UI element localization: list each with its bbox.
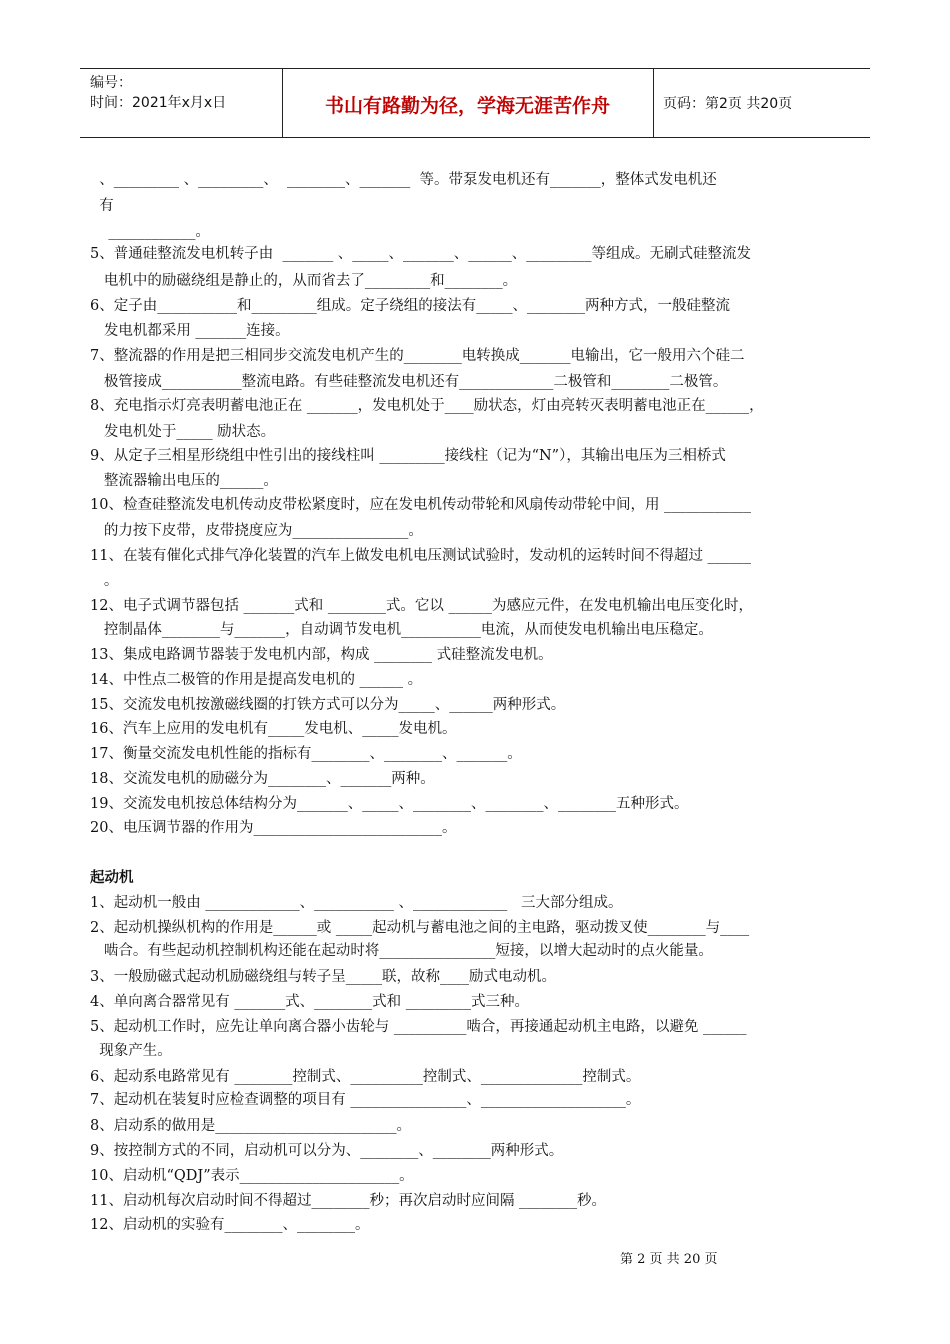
question-line: 19、交流发电机按总体结构分为_______、_____、________、________、________五种形式。 xyxy=(90,796,689,812)
question-line: 12、启动机的实验有________、________。 xyxy=(90,1217,370,1233)
question-line: 18、交流发电机的励磁分为________、_______两种。 xyxy=(90,771,435,787)
question-line: 10、启动机“QDJ”表示______________________。 xyxy=(90,1168,414,1184)
header-meta xyxy=(90,73,226,113)
question-line: 5、普通硅整流发电机转子由 _______ 、_____、_______、______、_________等组成。无刷式硅整流发 xyxy=(90,246,752,262)
question-line: 电机中的励磁绕组是静止的，从而省去了_________和________。 xyxy=(90,273,518,289)
question-line: 11、启动机每次启动时间不得超过________秒；再次启动时应间隔 ________秒。 xyxy=(90,1193,607,1209)
question-line: 发电机都采用 _______连接。 xyxy=(90,323,290,339)
question-line: 16、汽车上应用的发电机有_____发电机、_____发电机。 xyxy=(90,721,457,737)
question-line: 控制晶体________与_______，自动调节发电机___________电流，从而使发电机输出电压稳定。 xyxy=(90,622,713,638)
question-line: 12、电子式调节器包括 _______式和 ________式。它以 ______为感应元件，在发电机输出电压变化时， xyxy=(90,598,754,614)
question-line: 13、集成电路调节器装于发电机内部，构成 ________ 式硅整流发电机。 xyxy=(90,647,553,663)
header-motto: 书山有路勤为径，学海无涯苦作舟 xyxy=(324,95,610,117)
question-line: 9、按控制方式的不同，启动机可以分为、________、________两种形式。 xyxy=(90,1143,564,1159)
page-header xyxy=(80,68,870,138)
question-line: 17、衡量交流发电机性能的指标有________、________、_______。 xyxy=(90,746,522,762)
question-line: 5、起动机工作时，应先让单向离合器小齿轮与 __________啮合，再接通起动机主电路，以避免 ______ xyxy=(90,1019,747,1035)
question-line: 10、检查硅整流发电机传动皮带松紧度时，应在发电机传动带轮和风扇传动带轮中间，用 ____________ xyxy=(90,497,752,513)
question-line: 11、在装有催化式排气净化装置的汽车上做发电机电压测试试验时，发动机的运转时间不得超过 ______ xyxy=(90,548,752,564)
question-line: 9、从定子三相星形绕组中性引出的接线柱叫 _________接线柱（记为“N”），其输出电压为三相桥式 xyxy=(90,448,726,464)
question-line: 6、定子由___________和_________组成。定子绕组的接法有_____、________两种方式，一般硅整流 xyxy=(90,298,730,314)
header-divider xyxy=(653,69,654,137)
question-line: 20、电压调节器的作用为__________________________。 xyxy=(90,820,457,836)
question-line: 2、起动机操纵机构的作用是______或 _____起动机与蓄电池之间的主电路，驱动拨叉使________与____ xyxy=(90,920,750,936)
question-line: 4、单向离合器常见有 _______式、________式和 _________式三种。 xyxy=(90,994,529,1010)
question-line: 的力按下皮带，皮带挠度应为________________。 xyxy=(90,523,423,539)
question-line: 8、启动系的做用是_________________________。 xyxy=(90,1118,411,1134)
question-line: 、_________ 、_________、 ________、_______ 等。带泵发电机还有_______，整体式发电机还 xyxy=(90,172,717,188)
question-line: 14、中性点二极管的作用是提高发电机的 ______ 。 xyxy=(90,672,423,688)
question-line: 啮合。有些起动机控制机构还能在起动时将________________短接，以增大起动时的点火能量。 xyxy=(90,943,713,959)
time-label: 时间：2021年x月x日 xyxy=(90,95,227,111)
question-line: 8、充电指示灯亮表明蓄电池正在 _______，发电机处于____励状态，灯由亮转灭表明蓄电池正在______， xyxy=(90,398,764,414)
question-line: 7、起动机在装复时应检查调整的项目有 ________________、____________________。 xyxy=(90,1092,641,1108)
question-line: 15、交流发电机按激磁线圈的打铁方式可以分为_____、______两种形式。 xyxy=(90,697,566,713)
question-line: 6、起动系电路常见有 ________控制式、__________控制式、______________控制式。 xyxy=(90,1069,641,1085)
question-line: 7、整流器的作用是把三相同步交流发电机产生的________电转换成_______电输出，它一般用六个硅二 xyxy=(90,348,745,364)
question-line: 极管接成___________整流电路。有些硅整流发电机还有_____________二极管和________二极管。 xyxy=(90,374,728,390)
section-heading: 起动机 xyxy=(90,870,134,886)
question-line: 现象产生。 xyxy=(90,1043,172,1059)
question-line: 整流器输出电压的______。 xyxy=(90,473,278,489)
question-line: 有 xyxy=(90,198,114,214)
question-line: ____________。 xyxy=(90,224,210,240)
question-line: 1、起动机一般由 _____________、___________ 、_____________ 三大部分组成。 xyxy=(90,895,623,911)
page-footer: 第 2 页 共 20 页 xyxy=(620,1252,718,1267)
question-line: 发电机处于_____ 励状态。 xyxy=(90,424,276,440)
header-page-info: 页码：第2页 共20页 xyxy=(663,96,793,112)
code-label: 编号： xyxy=(90,75,132,91)
question-line: 3、一般励磁式起动机励磁绕组与转子呈_____联，故称____励式电动机。 xyxy=(90,969,556,985)
question-line: 。 xyxy=(90,573,119,589)
